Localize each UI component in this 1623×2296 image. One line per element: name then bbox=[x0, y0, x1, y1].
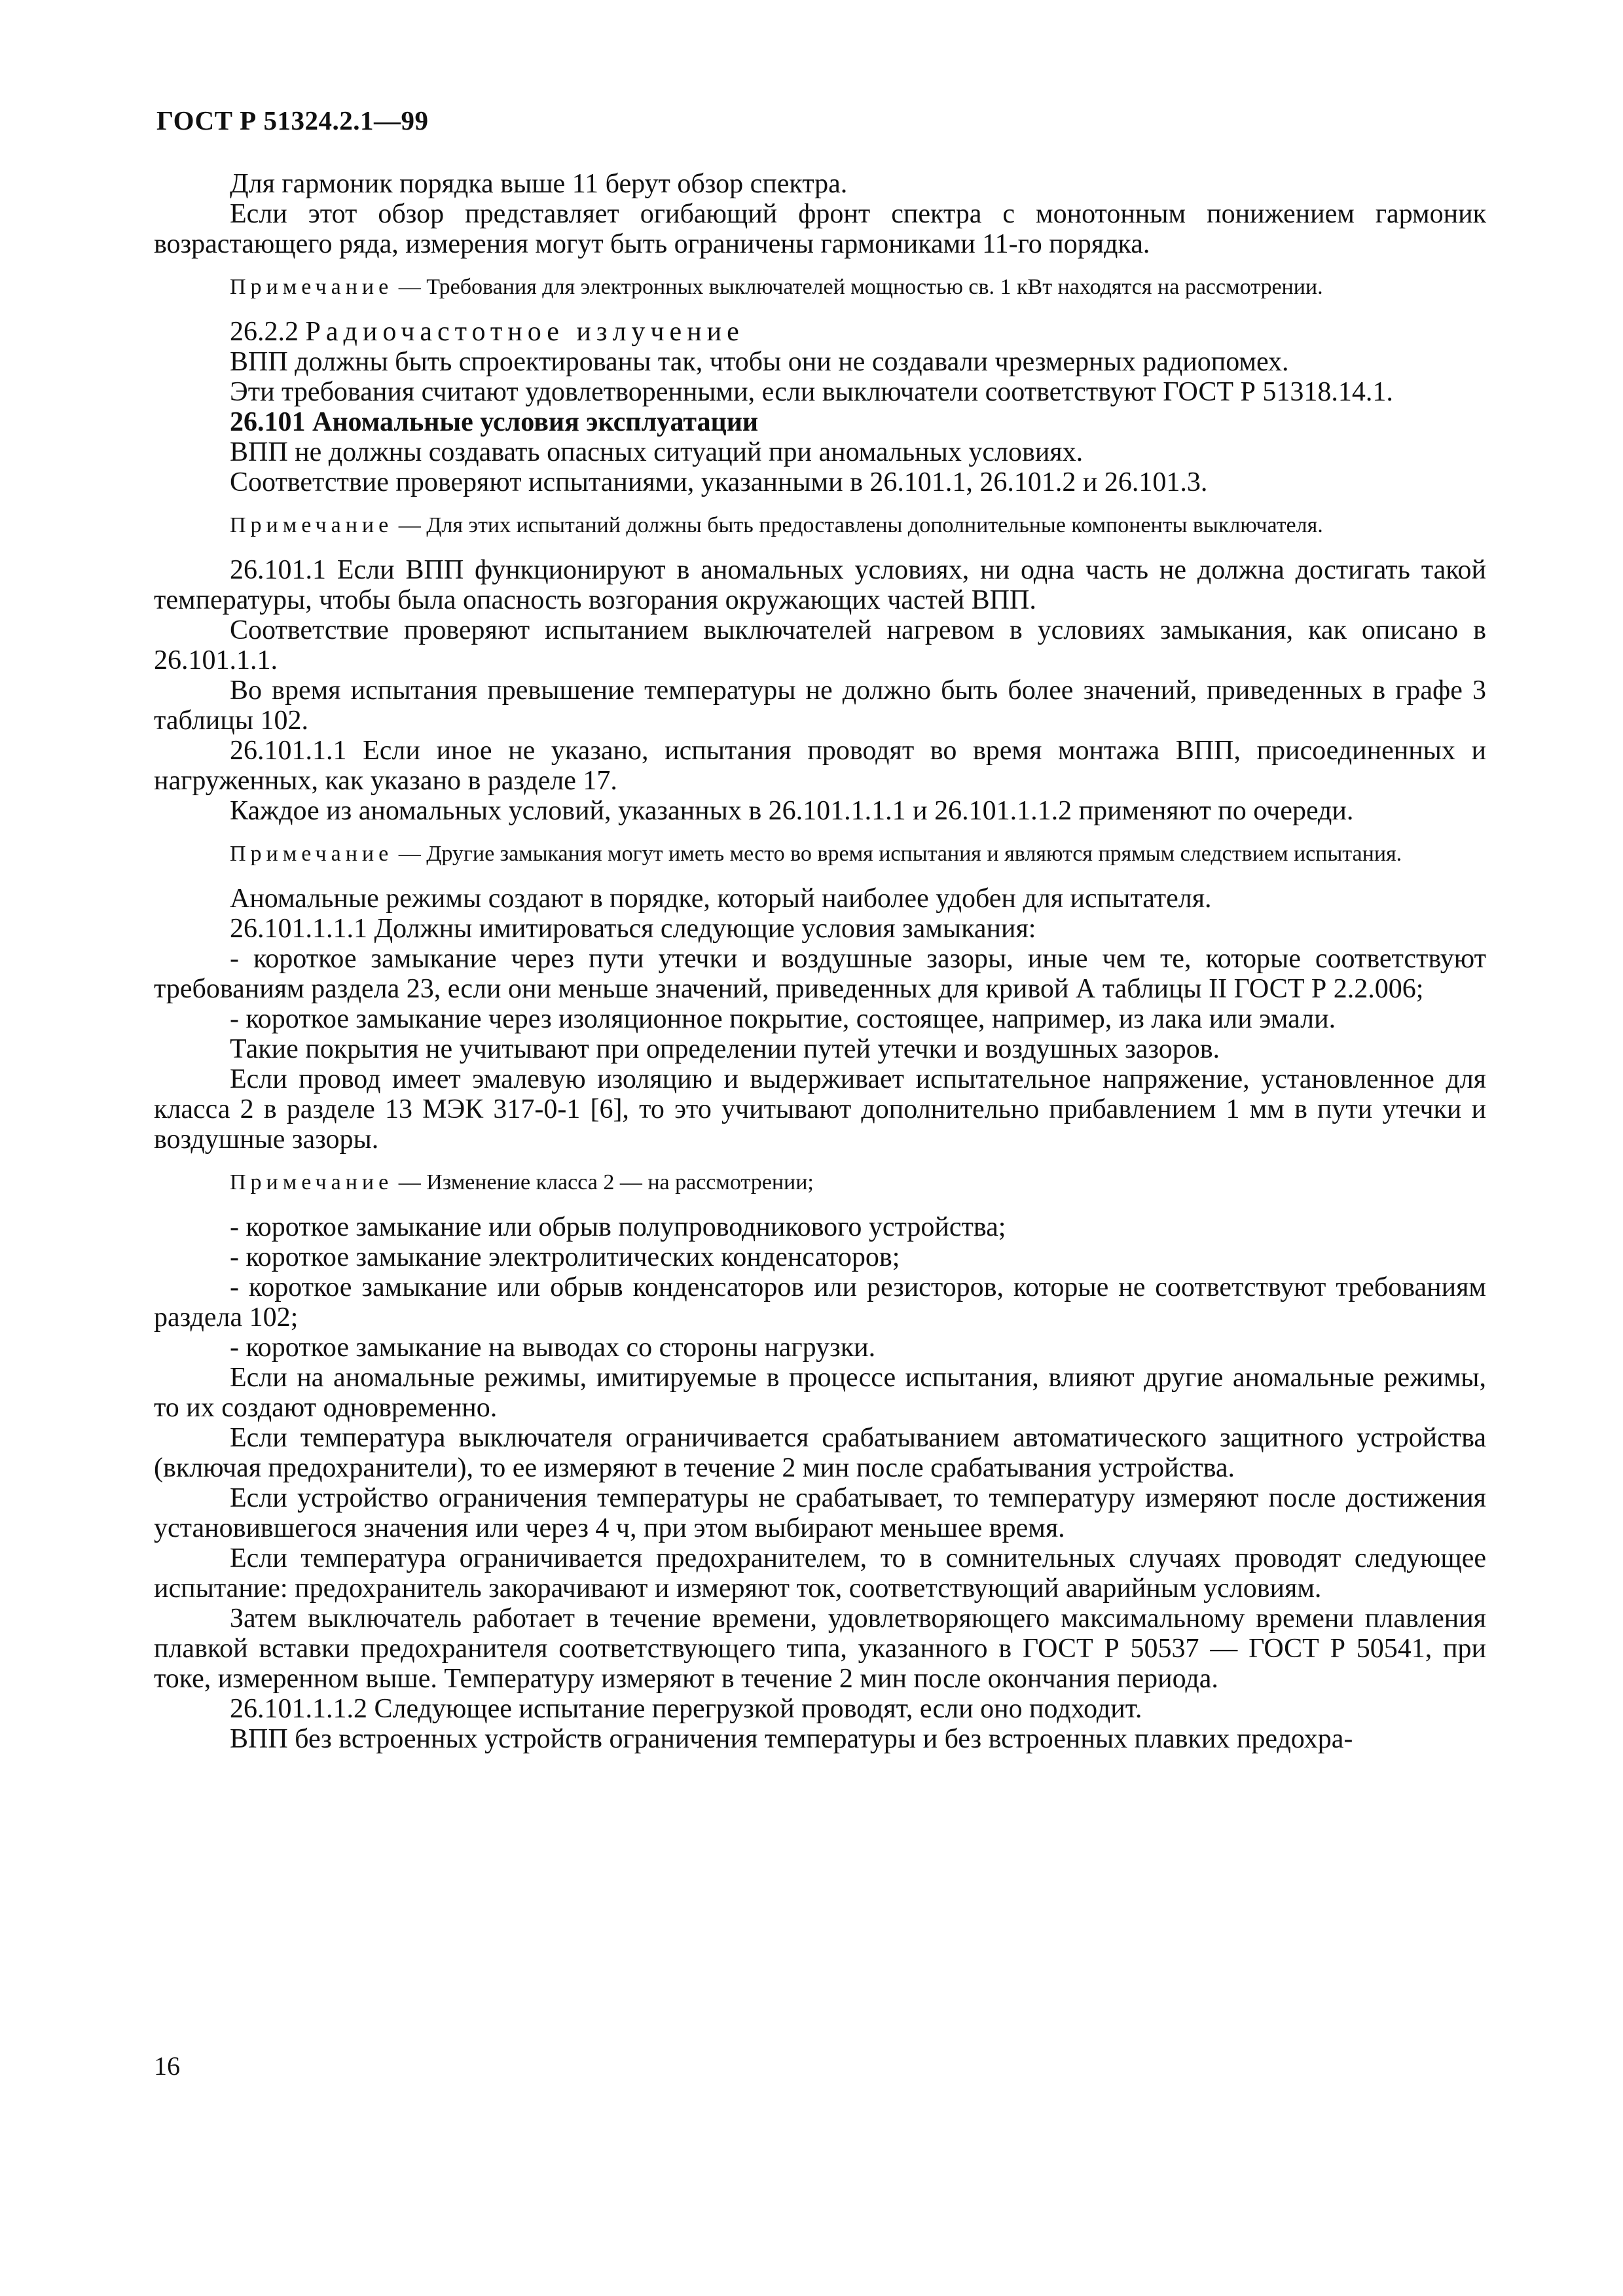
paragraph: Каждое из аномальных условий, указанных в 26.101.1.1.1 и 26.101.1.1.2 применяют по очереди. bbox=[230, 796, 1354, 826]
document-body bbox=[154, 169, 1486, 1754]
note-label: Примечание bbox=[230, 275, 393, 299]
paragraph: Для гармоник порядка выше 11 берут обзор спектра. bbox=[230, 169, 848, 199]
paragraph: 26.101.1.1 Если иное не указано, испытания проводят во время монтажа ВПП, присоединенных и нагруженных, как указано в разделе 17. bbox=[154, 736, 1486, 796]
paragraph: Если температура выключателя ограничивается срабатыванием автоматического защитного устройства (включая предохранители), то ее измеряют в течение 2 мин после срабатывания устройства. bbox=[154, 1423, 1486, 1483]
paragraph: - короткое замыкание через пути утечки и воздушные зазоры, иные чем те, которые соответствуют требованиям раздела 23, если они меньше значений, приведенных для кривой А таблицы II ГОСТ Р 2.2.006; bbox=[154, 944, 1486, 1004]
paragraph: - короткое замыкание электролитических конденсаторов; bbox=[230, 1242, 900, 1272]
paragraph: - короткое замыкание на выводах со стороны нагрузки. bbox=[230, 1333, 876, 1363]
paragraph: Такие покрытия не учитывают при определении путей утечки и воздушных зазоров. bbox=[230, 1034, 1220, 1064]
paragraph: ВПП не должны создавать опасных ситуаций при аномальных условиях. bbox=[230, 437, 1084, 467]
note-text: — Изменение класса 2 — на рассмотрении; bbox=[393, 1170, 814, 1194]
paragraph: ВПП должны быть спроектированы так, чтобы они не создавали чрезмерных радиопомех. bbox=[230, 347, 1289, 377]
subsection-number: 26.2.2 bbox=[230, 317, 306, 347]
paragraph: Соответствие проверяют испытаниями, указанными в 26.101.1, 26.101.2 и 26.101.3. bbox=[230, 467, 1208, 497]
subsection-heading bbox=[154, 317, 1486, 347]
paragraph: 26.101.1.1.2 Следующее испытание перегрузкой проводят, если оно подходит. bbox=[230, 1694, 1142, 1724]
paragraph: Затем выключатель работает в течение времени, удовлетворяющего максимальному времени плавления плавкой вставки предохранителя соответствующего типа, указанного в ГОСТ Р 50537 — ГОСТ Р 50541, при токе, измеренном выше. Температуру измеряют в течение 2 мин после окончания периода. bbox=[154, 1604, 1486, 1694]
note-text: — Требования для электронных выключателей мощностью св. 1 кВт находятся на рассмотрении. bbox=[393, 275, 1323, 299]
paragraph: ВПП без встроенных устройств ограничения температуры и без встроенных плавких предохра- bbox=[230, 1724, 1353, 1754]
paragraph: - короткое замыкание через изоляционное покрытие, состоящее, например, из лака или эмали. bbox=[230, 1004, 1336, 1034]
paragraph: Если устройство ограничения температуры не срабатывает, то температуру измеряют после достижения установившегося значения или через 4 ч, при этом выбирают меньшее время. bbox=[154, 1483, 1486, 1543]
note bbox=[154, 274, 1486, 301]
section-heading: 26.101 Аномальные условия эксплуатации bbox=[230, 407, 759, 437]
note-label: Примечание bbox=[230, 513, 393, 537]
paragraph: 26.101.1.1.1 Должны имитироваться следующие условия замыкания: bbox=[230, 914, 1036, 944]
paragraph: Во время испытания превышение температуры не должно быть более значений, приведенных в графе 3 таблицы 102. bbox=[154, 675, 1486, 736]
paragraph: 26.101.1 Если ВПП функционируют в аномальных условиях, ни одна часть не должна достигать такой температуры, чтобы была опасность возгорания окружающих частей ВПП. bbox=[154, 555, 1486, 615]
note bbox=[154, 512, 1486, 539]
paragraph: Если на аномальные режимы, имитируемые в процессе испытания, влияют другие аномальные режимы, то их создают одновременно. bbox=[154, 1363, 1486, 1423]
paragraph: - короткое замыкание или обрыв полупроводникового устройства; bbox=[230, 1212, 1006, 1242]
paragraph: - короткое замыкание или обрыв конденсаторов или резисторов, которые не соответствуют требованиям раздела 102; bbox=[154, 1272, 1486, 1333]
page-header: ГОСТ Р 51324.2.1—99 bbox=[156, 105, 429, 135]
paragraph: Если температура ограничивается предохранителем, то в сомнительных случаях проводят следующее испытание: предохранитель закорачивают и измеряют ток, соответствующий аварийным условиям. bbox=[154, 1543, 1486, 1604]
note-label: Примечание bbox=[230, 1170, 393, 1194]
paragraph: Аномальные режимы создают в порядке, который наиболее удобен для испытателя. bbox=[230, 884, 1212, 914]
note-text: — Другие замыкания могут иметь место во время испытания и являются прямым следствием испытания. bbox=[393, 842, 1402, 866]
paragraph: Эти требования считают удовлетворенными, если выключатели соответствуют ГОСТ Р 51318.14.1. bbox=[230, 377, 1393, 407]
subsection-title: Радиочастотное излучение bbox=[305, 317, 744, 347]
paragraph: Если провод имеет эмалевую изоляцию и выдерживает испытательное напряжение, установленное для класса 2 в разделе 13 МЭК 317-0-1 [6], то это учитывают дополнительно прибавлением 1 мм в пути утечки и воздушные зазоры. bbox=[154, 1064, 1486, 1155]
note-text: — Для этих испытаний должны быть предоставлены дополнительные компоненты выключателя. bbox=[393, 513, 1323, 537]
note bbox=[154, 1169, 1486, 1196]
paragraph: Соответствие проверяют испытанием выключателей нагревом в условиях замыкания, как описано в 26.101.1.1. bbox=[154, 615, 1486, 675]
page-number: 16 bbox=[154, 2051, 180, 2081]
note-label: Примечание bbox=[230, 842, 393, 866]
paragraph: Если этот обзор представляет огибающий фронт спектра с монотонным понижением гармоник возрастающего ряда, измерения могут быть ограничены гармониками 11-го порядка. bbox=[154, 199, 1486, 259]
note bbox=[154, 840, 1486, 868]
